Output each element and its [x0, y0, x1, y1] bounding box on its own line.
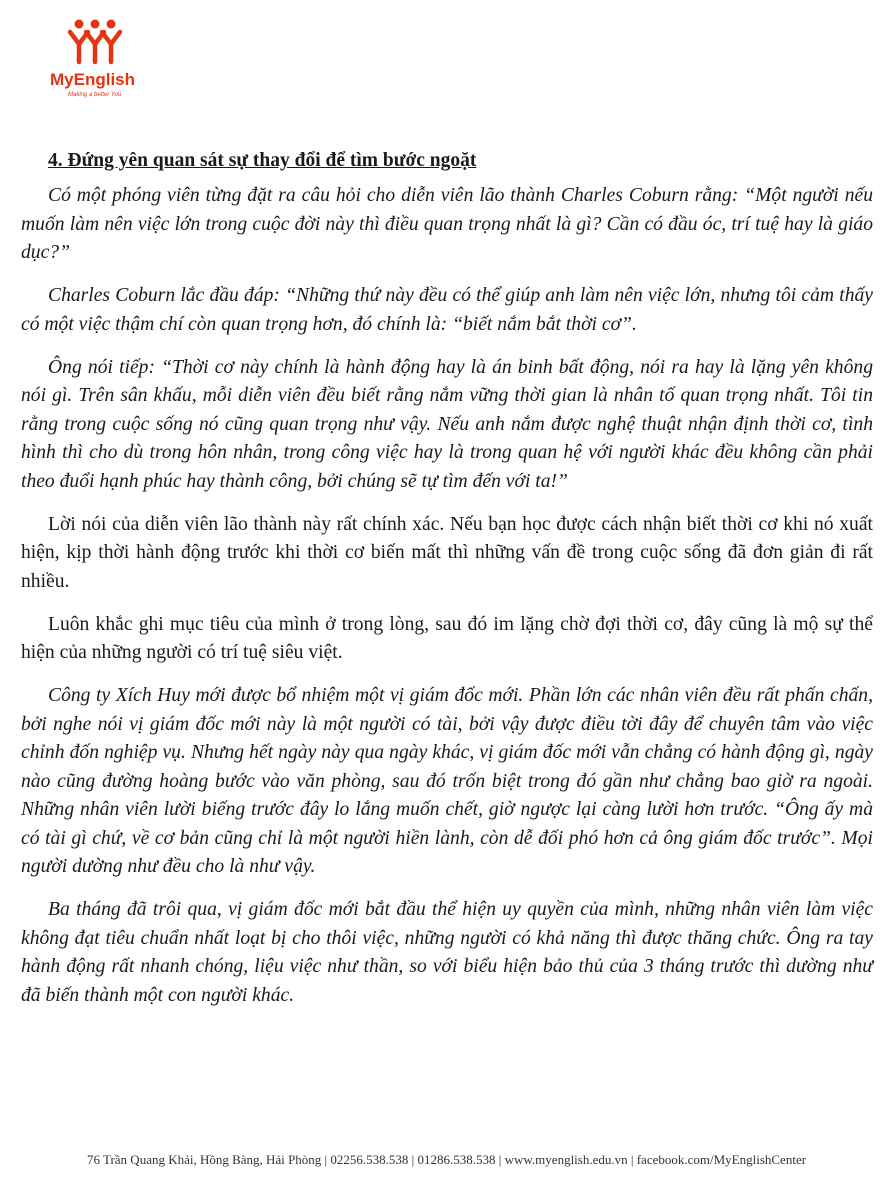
paragraph: Lời nói của diễn viên lão thành này rất chính xác. Nếu bạn học được cách nhận biết thời cơ khi nó xuất hiện, kịp thời hành động trước khi thời cơ biến mất thì những vấn đề trong cuộc sống đã đơn giản đi rất nhiều. — [21, 513, 873, 592]
brand-logo — [50, 18, 160, 98]
brand-name: MyEnglish — [50, 70, 136, 89]
paragraph: Có một phóng viên từng đặt ra câu hỏi cho diễn viên lão thành Charles Coburn rằng: “Một người nếu muốn làm nên việc lớn trong cuộc đời này thì điều quan trọng nhất là gì? Cần có đầu óc, trí tuệ hay là giáo dục?” — [21, 185, 873, 263]
footer-contact: 76 Trần Quang Khải, Hồng Bàng, Hải Phòng | 02256.538.538 | 01286.538.538 | www.myenglish.edu.vn | facebook.com/MyEnglishCenter — [86, 1152, 807, 1167]
paragraph: Luôn khắc ghi mục tiêu của mình ở trong lòng, sau đó im lặng chờ đợi thời cơ, đây cũng là mộ sự thể hiện của những người có trí tuệ siêu việt. — [21, 613, 873, 663]
people-logo-icon — [64, 18, 126, 68]
paragraph: Ba tháng đã trôi qua, vị giám đốc mới bắt đầu thể hiện uy quyền của mình, những nhân viên làm việc không đạt tiêu chuẩn nhất loạt bị cho thôi việc, những người có khả năng thì được thăng chức. Ông ra tay hành động rất nhanh chóng, liệu việc như thần, so với biểu hiện bảo thủ của 3 tháng trước thì dường như đã biến thành một con người khác. — [21, 899, 873, 1006]
section-heading: 4. Đứng yên quan sát sự thay đổi để tìm bước ngoặt — [48, 150, 477, 171]
paragraph: Ông nói tiếp: “Thời cơ này chính là hành động hay là án binh bất động, nói ra hay là lặng yên không nói gì. Trên sân khấu, mỗi diễn viên đều biết rằng nắm vững thời gian là nhân tố quan trọng nhất. Tôi tin rằng trong cuộc sống nó cũng quan trọng như vậy. Nếu anh nắm được nghệ thuật nhận định thời cơ, tình hình thì cho dù trong hôn nhân, trong công việc hay là trong quan hệ với người khác đều không cần phải theo đuổi hạnh phúc hay thành công, bởi chúng sẽ tự tìm đến với ta!” — [21, 356, 873, 492]
document-body — [21, 150, 873, 1025]
paragraph: Công ty Xích Huy mới được bổ nhiệm một vị giám đốc mới. Phần lớn các nhân viên đều rất phấn chấn, bởi nghe nói vị giám đốc mới này là một người có tài, bởi vậy được điều tời đây để chuyên tâm vào việc chỉnh đốn nghiệp vụ. Nhưng hết ngày này qua ngày khác, vị giám đốc mới vẫn chẳng có hành động gì, ngày nào cũng đường hoàng bước vào văn phòng, sau đó trốn biệt trong đó gần như chẳng bao giờ ra ngoài. Những nhân viên lười biếng trước đây lo lắng muốn chết, giờ ngược lại càng lười hơn trước. “Ông ấy mà có tài gì chứ, về cơ bản cũng chỉ là một người hiền lành, còn dễ đối phó hơn cả ông giám đốc trước”. Mọi người dường như đều cho là như vậy. — [21, 685, 873, 877]
brand-tagline: Making a better You — [68, 92, 122, 98]
paragraph: Charles Coburn lắc đầu đáp: “Những thứ này đều có thể giúp anh làm nên việc lớn, nhưng tôi cảm thấy có một việc thậm chí còn quan trọng hơn, đó chính là: “biết nắm bắt thời cơ”. — [21, 285, 873, 335]
